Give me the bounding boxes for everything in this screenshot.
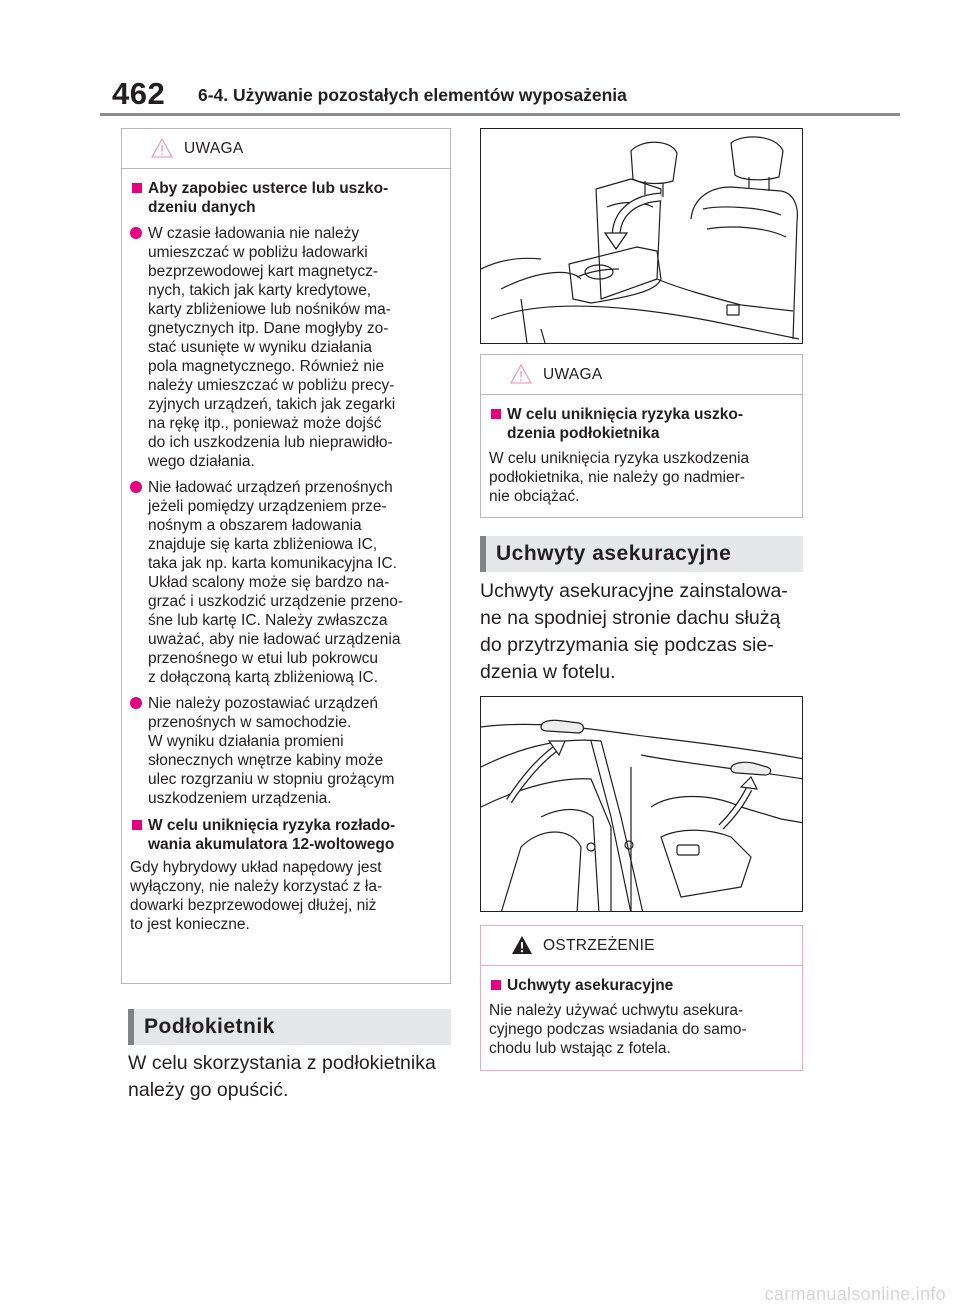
caution-bullet-ic-card: Nie ładować urządzeń przenośnych jeżeli pomiędzy urządzeniem prze- nośnym a obszarem ładowania znajduje się karta zbliżeniowa IC, taka jak np. karta komunikacyjna IC. Układ scalony może się bardzo na- grzać i uszkodzić urządzenie przeno- śne lub kartę IC. Należy zwłaszcza uważać, aby nie ładować urządzenia przenośnego w etui lub pokrowcu z dołączoną kartą zbliżeniową IC. bbox=[130, 478, 444, 687]
caution-bullet-leave-devices: Nie należy pozostawiać urządzeń przenośnych w samochodzie. W wyniku działania promieni słonecznych wnętrze kabiny może ulec rozgrzaniu w stopniu grożącym uszkodzeniem urządzenia. bbox=[130, 694, 444, 808]
chapter-title: 6-4. Używanie pozostałych elementów wyposażenia bbox=[198, 85, 627, 105]
armrest-drawing bbox=[481, 129, 803, 344]
page-number: 462 bbox=[112, 76, 166, 111]
watermark: carmanualsonline.info bbox=[764, 1284, 946, 1304]
section-header-grips bbox=[480, 536, 803, 572]
caution-triangle-icon bbox=[151, 138, 173, 158]
caution-box-body bbox=[122, 169, 450, 934]
assist-grip-drawing bbox=[481, 697, 803, 912]
grips-description: Uchwyty asekuracyjne zainstalowa- ne na spodniej stronie dachu służą do przytrzymania się podczas sie- dzenia w fotelu. bbox=[480, 580, 788, 683]
warning-paragraph-grips: Nie należy używać uchwytu asekura- cyjnego podczas wsiadania do samo- chodu lub wstając z fotela. bbox=[489, 1002, 747, 1057]
section-title-armrest: Podłokietnik bbox=[144, 1015, 275, 1038]
header-divider bbox=[100, 113, 900, 116]
caution-heading-battery: W celu uniknięcia ryzyka rozłado- wania akumulatora 12-woltowego bbox=[130, 816, 444, 854]
caution-heading-armrest: W celu uniknięcia ryzyka uszko- dzenia podłokietnika bbox=[489, 405, 796, 443]
assist-grip-illustration bbox=[480, 696, 803, 912]
caution-heading-data: Aby zapobiec usterce lub uszko- dzeniu danych bbox=[130, 179, 444, 217]
caution-box-header bbox=[122, 129, 450, 169]
caution-box-header bbox=[481, 355, 802, 395]
section-title-grips: Uchwyty asekuracyjne bbox=[496, 542, 732, 565]
caution-triangle-icon bbox=[510, 364, 532, 384]
caution-title: UWAGA bbox=[184, 140, 244, 157]
caution-box-armrest bbox=[480, 354, 803, 518]
armrest-description: W celu skorzystania z podłokietnika należy go opuścić. bbox=[128, 1052, 436, 1101]
warning-heading-grips: Uchwyty asekuracyjne bbox=[489, 976, 796, 995]
page-header bbox=[0, 0, 960, 120]
caution-paragraph-armrest: W celu uniknięcia ryzyka uszkodzenia podłokietnika, nie należy go nadmier- nie obciążać. bbox=[489, 450, 750, 505]
warning-box-grips bbox=[480, 925, 803, 1071]
warning-triangle-icon bbox=[511, 935, 533, 955]
warning-box-body bbox=[481, 966, 802, 1058]
caution-box-body bbox=[481, 395, 802, 506]
caution-box-charging bbox=[121, 128, 451, 984]
armrest-illustration bbox=[480, 128, 803, 344]
warning-box-header bbox=[481, 926, 802, 966]
caution-title: UWAGA bbox=[543, 366, 603, 383]
caution-bullet-magnetic-cards: W czasie ładowania nie należy umieszczać w pobliżu ładowarki bezprzewodowej kart magnetycz- nych, takich jak karty kredytowe, karty zbliżeniowe lub nośników ma- gnetycznych itp. Dane mogłyby zo- stać usunięte w wyniku działania pola magnetycznego. Również nie należy umieszczać w pobliżu precy- zyjnych urządzeń, takich jak zegarki na rękę itp., ponieważ może dojść do ich uszkodzenia lub nieprawidło- wego działania. bbox=[130, 224, 444, 471]
section-header-armrest bbox=[128, 1009, 451, 1045]
caution-paragraph-battery: Gdy hybrydowy układ napędowy jest wyłączony, nie należy korzystać z ła- dowarki bezprzewodowej dłużej, niż to jest konieczne. bbox=[130, 859, 383, 933]
warning-title: OSTRZEŻENIE bbox=[543, 937, 655, 954]
